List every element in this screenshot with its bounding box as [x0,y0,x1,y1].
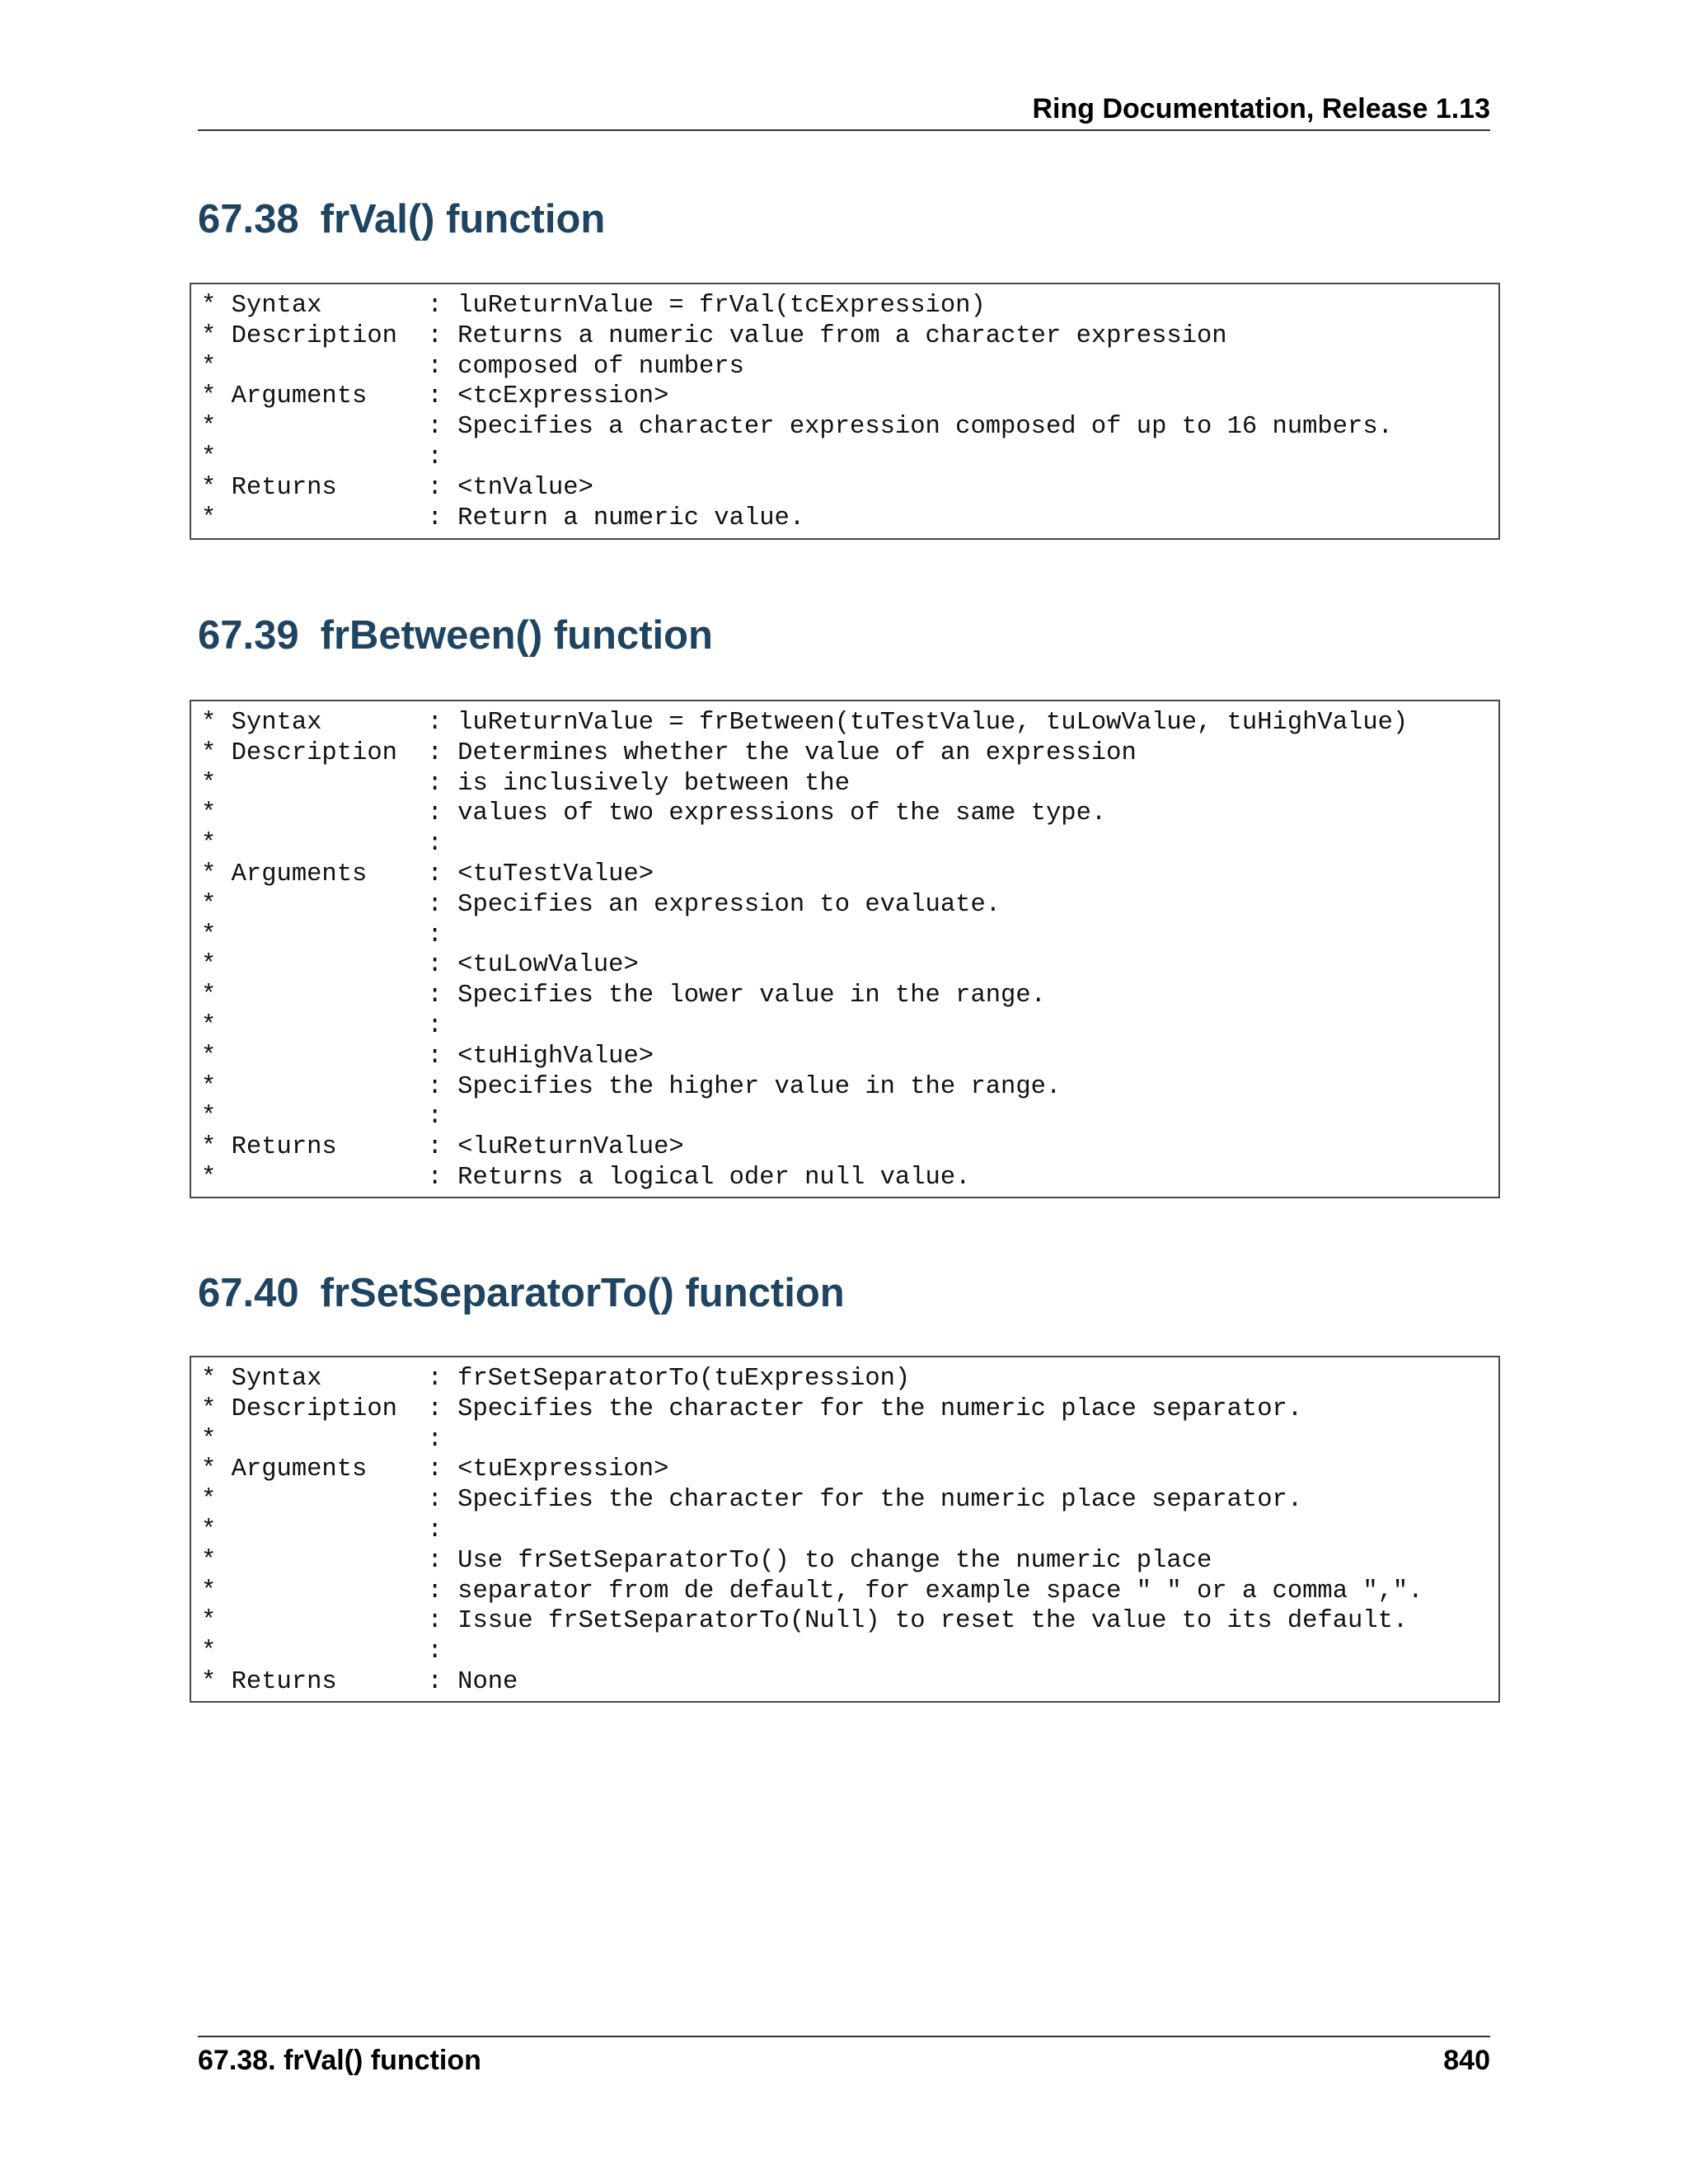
section-number: 67.39 [198,613,299,658]
footer-section-label: 67.38. frVal() function [198,2045,481,2076]
code-block-frval [190,283,1500,540]
running-header: Ring Documentation, Release 1.13 [1032,93,1490,124]
section-heading: frVal() function [320,197,606,241]
code-text: * Syntax : frSetSeparatorTo(tuExpression) * Description : Specifies the character for the numeric place separator. * : * Arguments : <tuExpression> * : Specifies the character for the numeric place separator. * : * : Use frSetSeparatorTo() to change the numeric place * : separator from de default, for example space " " or a comma ",". * : Issue frSetSeparatorTo(Null) to reset the value to its default. * : * Returns : None [201,1365,1423,1696]
code-text: * Syntax : luReturnValue = frBetween(tuTestValue, tuLowValue, tuHighValue) * Description : Determines whether the value of an expression * : is inclusively between the * : values of two expressions of the same type. * : * Arguments : <tuTestValue> * : Specifies an expression to evaluate. * : * : <tuLowValue> * : Specifies the lower value in the range. * : * : <tuHighValue> * : Specifies the higher value in the range. * : * Returns : <luReturnValue> * : Returns a logical oder null value. [201,709,1409,1192]
footer-divider [198,2036,1490,2037]
section-number: 67.40 [198,1271,299,1315]
page-number: 840 [1443,2045,1490,2076]
header-divider [198,129,1490,131]
section-title-frsetseparatorto [198,1268,845,1318]
section-title-frval [198,194,605,244]
section-number: 67.38 [198,197,299,241]
code-block-frsetseparatorto [190,1356,1500,1703]
section-title-frbetween [198,611,713,660]
section-heading: frBetween() function [320,613,713,658]
code-text: * Syntax : luReturnValue = frVal(tcExpression) * Description : Returns a numeric value from a character expression * : composed of numbers * Arguments : <tcExpression> * : Specifies a character expression composed of up to 16 numbers. * : * Returns : <tnValue> * : Return a numeric value. [201,292,1393,532]
code-block-frbetween [190,700,1500,1198]
section-heading: frSetSeparatorTo() function [320,1271,845,1315]
